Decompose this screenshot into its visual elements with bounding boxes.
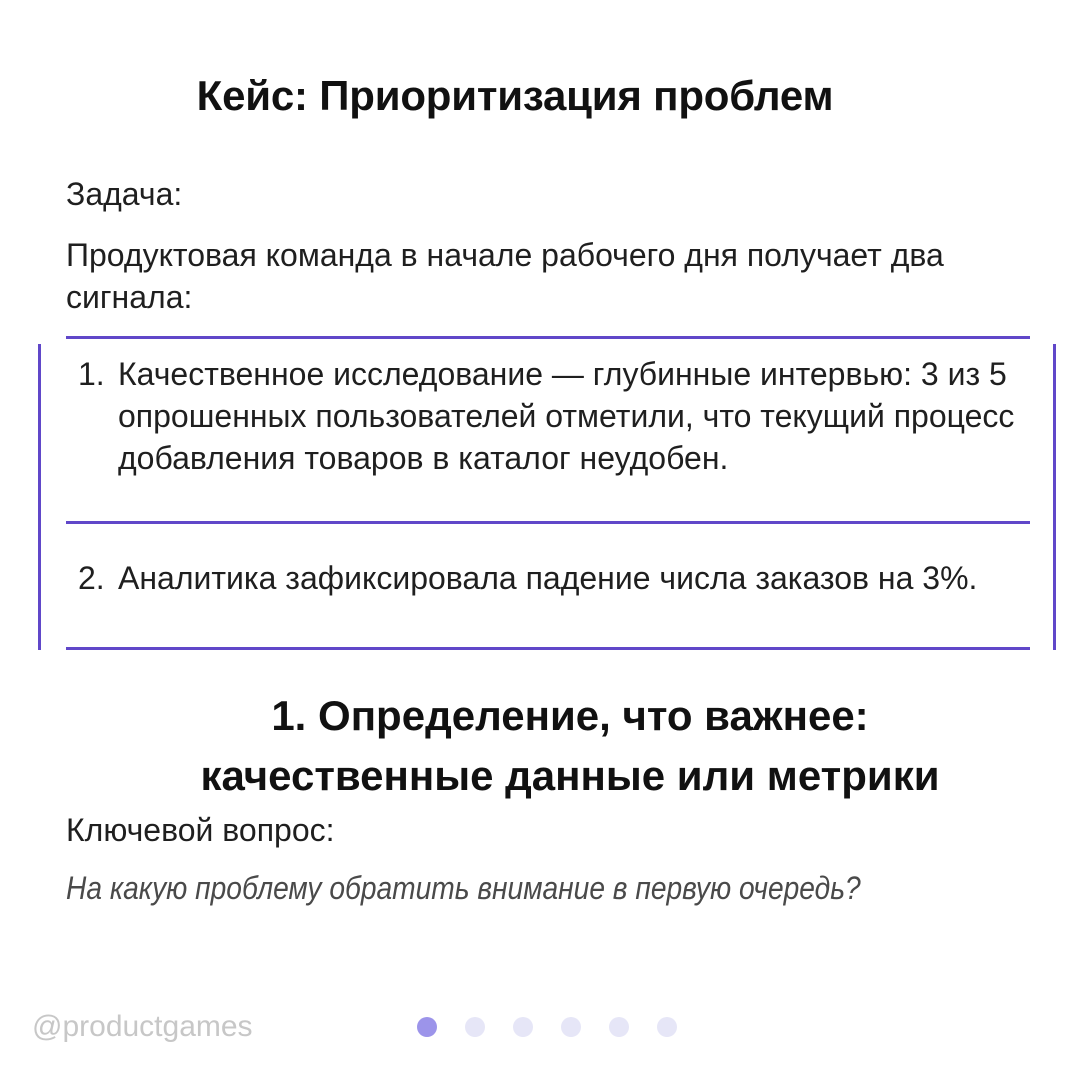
signal-text: Качественное исследование — глубинные интервью: 3 из 5 опрошенных пользователей отметили, что текущий процесс добавления товаров в каталог неудобен. [118, 356, 1015, 476]
task-intro: Продуктовая команда в начале рабочего дня получает два сигнала: [66, 237, 944, 315]
section-heading [0, 686, 1080, 806]
right-accent-line [1053, 344, 1056, 650]
pagination-dot[interactable] [465, 1017, 485, 1037]
pagination-dot[interactable] [513, 1017, 533, 1037]
page-title: Кейс: Приоритизация проблем [196, 72, 834, 119]
signal-text: Аналитика зафиксировала падение числа заказов на 3%. [118, 560, 978, 596]
left-accent-line [38, 344, 41, 650]
signal-item [78, 557, 1038, 599]
pagination-dots [417, 1017, 677, 1037]
key-question-text: На какую проблему обратить внимание в первую очередь? [66, 870, 861, 906]
section-heading-line-1: 1. Определение, что важнее: [271, 692, 869, 739]
section-heading-line-2: качественные данные или метрики [200, 752, 940, 799]
signal-number: 1. [78, 356, 105, 392]
signal-item [78, 353, 1038, 479]
signals-block [38, 336, 1056, 652]
middle-divider [66, 521, 1030, 524]
signal-number: 2. [78, 560, 105, 596]
pagination-dot[interactable] [609, 1017, 629, 1037]
pagination-dot[interactable] [657, 1017, 677, 1037]
pagination-dot[interactable] [561, 1017, 581, 1037]
key-question-label: Ключевой вопрос: [66, 812, 335, 848]
task-label: Задача: [66, 176, 183, 212]
bottom-divider [66, 647, 1030, 650]
top-divider [66, 336, 1030, 339]
pagination-dot-active[interactable] [417, 1017, 437, 1037]
author-handle: @productgames [32, 1010, 253, 1043]
